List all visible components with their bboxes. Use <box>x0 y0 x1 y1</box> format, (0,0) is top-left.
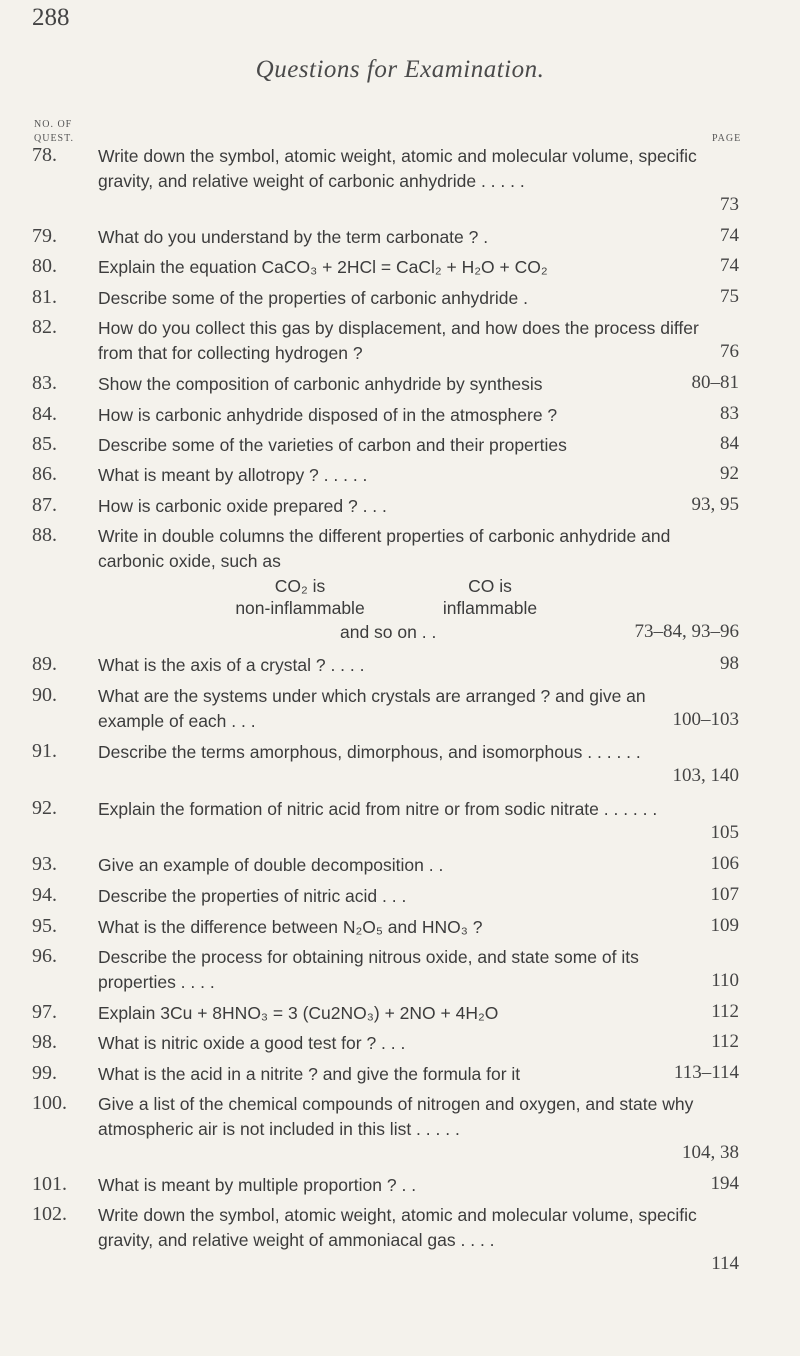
page-reference: 103, 140 <box>672 765 739 786</box>
page-number: 288 <box>32 4 70 31</box>
running-title: Questions for Examination. <box>255 56 545 83</box>
page-reference: 84 <box>720 433 739 454</box>
question-text: What is meant by multiple proportion ? . . <box>98 1175 417 1195</box>
question-text: Write in double columns the different properties of carbonic anhydride and carbonic oxide, such as <box>98 526 671 571</box>
question-number: 83. <box>32 372 57 394</box>
page-reference: 76 <box>720 341 739 362</box>
comparison-right-head: CO is <box>468 576 512 596</box>
question-number-column-heading <box>34 118 74 146</box>
question-text: How is carbonic oxide prepared ? . . . <box>98 496 387 516</box>
page-reference: 106 <box>710 853 739 874</box>
question-number: 98. <box>32 1031 57 1053</box>
page-column-heading: PAGE <box>712 133 742 144</box>
question-text: Show the composition of carbonic anhydride by synthesis <box>98 374 543 394</box>
question-text: What is the difference between N₂O₅ and HNO₃ ? <box>98 917 483 937</box>
page-reference: 83 <box>720 403 739 424</box>
page-reference: 113–114 <box>673 1062 739 1083</box>
page-reference: 92 <box>720 463 739 484</box>
question-number: 102. <box>32 1203 67 1225</box>
page-reference: 112 <box>711 1001 739 1022</box>
question-number: 94. <box>32 884 57 906</box>
question-number: 91. <box>32 740 57 762</box>
page-reference: 73–84, 93–96 <box>634 621 739 642</box>
question-number: 92. <box>32 797 57 819</box>
question-text: Write down the symbol, atomic weight, atomic and molecular volume, specific gravity, and relative weight of carbonic anhydride . . . . . <box>98 146 697 191</box>
question-text: Give a list of the chemical compounds of nitrogen and oxygen, and state why atmospheric air is not included in this list . . . . . <box>98 1094 694 1139</box>
page-reference: 74 <box>720 255 739 276</box>
question-text: What are the systems under which crystals are arranged ? and give an example of each . . . <box>98 686 646 731</box>
page-reference: 112 <box>711 1031 739 1052</box>
question-text: What do you understand by the term carbonate ? . <box>98 227 489 247</box>
question-number: 89. <box>32 653 57 675</box>
question-text: What is meant by allotropy ? . . . . . <box>98 465 368 485</box>
page-reference: 80–81 <box>691 372 739 393</box>
page-reference: 109 <box>710 915 739 936</box>
question-text: Describe some of the properties of carbonic anhydride . <box>98 288 528 308</box>
comparison-right-value: inflammable <box>442 598 538 618</box>
question-number: 85. <box>32 433 57 455</box>
question-text: How do you collect this gas by displacement, and how does the process differ from that for collecting hydrogen ? <box>98 318 699 363</box>
page-reference: 105 <box>710 822 739 843</box>
comparison-left-head: CO₂ is <box>274 576 326 596</box>
question-number: 82. <box>32 316 57 338</box>
question-text: What is nitric oxide a good test for ? . . . <box>98 1033 406 1053</box>
page-reference: 107 <box>710 884 739 905</box>
page-reference: 114 <box>711 1253 739 1274</box>
question-text: Give an example of double decomposition . . <box>98 855 444 875</box>
question-number: 88. <box>32 524 57 546</box>
page-reference: 98 <box>720 653 739 674</box>
question-text: Explain the equation CaCO₃ + 2HCl = CaCl₂ + H₂O + CO₂ <box>98 257 548 277</box>
question-number: 99. <box>32 1062 57 1084</box>
question-text: Describe the terms amorphous, dimorphous, and isomorphous . . . . . . <box>98 742 641 762</box>
page-reference: 93, 95 <box>691 494 739 515</box>
question-number: 95. <box>32 915 57 937</box>
page-reference: 100–103 <box>672 709 739 730</box>
page-reference: 73 <box>720 194 739 215</box>
page-reference: 194 <box>710 1173 739 1194</box>
question-text: Write down the symbol, atomic weight, atomic and molecular volume, specific gravity, and relative weight of ammoniacal gas . . . . <box>98 1205 697 1250</box>
question-number: 96. <box>32 945 57 967</box>
question-text: What is the acid in a nitrite ? and give the formula for it <box>98 1064 521 1084</box>
page-reference: 110 <box>711 970 739 991</box>
question-text: Explain the formation of nitric acid from nitre or from sodic nitrate . . . . . . <box>98 799 658 819</box>
question-number: 81. <box>32 286 57 308</box>
question-number: 101. <box>32 1173 67 1195</box>
question-text: What is the axis of a crystal ? . . . . <box>98 655 365 675</box>
question-text: Describe some of the varieties of carbon and their properties <box>98 435 567 455</box>
page-reference: 75 <box>720 286 739 307</box>
question-number: 100. <box>32 1092 67 1114</box>
question-number: 84. <box>32 403 57 425</box>
comparison-left-value: non-inflammable <box>235 598 365 618</box>
question-number: 79. <box>32 225 57 247</box>
question-number: 97. <box>32 1001 57 1023</box>
column-heading-line: NO. OF <box>34 119 73 130</box>
question-number: 86. <box>32 463 57 485</box>
question-text: Explain 3Cu + 8HNO₃ = 3 (Cu2NO₃) + 2NO + 4H₂O <box>98 1003 499 1023</box>
question-text: How is carbonic anhydride disposed of in the atmosphere ? <box>98 405 558 425</box>
page-reference: 74 <box>720 225 739 246</box>
comparison-tail: and so on . . <box>340 622 437 642</box>
question-text: Describe the properties of nitric acid . . . <box>98 886 407 906</box>
question-number: 87. <box>32 494 57 516</box>
question-number: 78. <box>32 144 57 166</box>
question-number: 93. <box>32 853 57 875</box>
question-number: 80. <box>32 255 57 277</box>
question-text: Describe the process for obtaining nitrous oxide, and state some of its properties . . . . <box>98 947 639 992</box>
page-reference: 104, 38 <box>682 1142 739 1163</box>
column-heading-line: QUEST. <box>34 133 74 144</box>
question-number: 90. <box>32 684 57 706</box>
